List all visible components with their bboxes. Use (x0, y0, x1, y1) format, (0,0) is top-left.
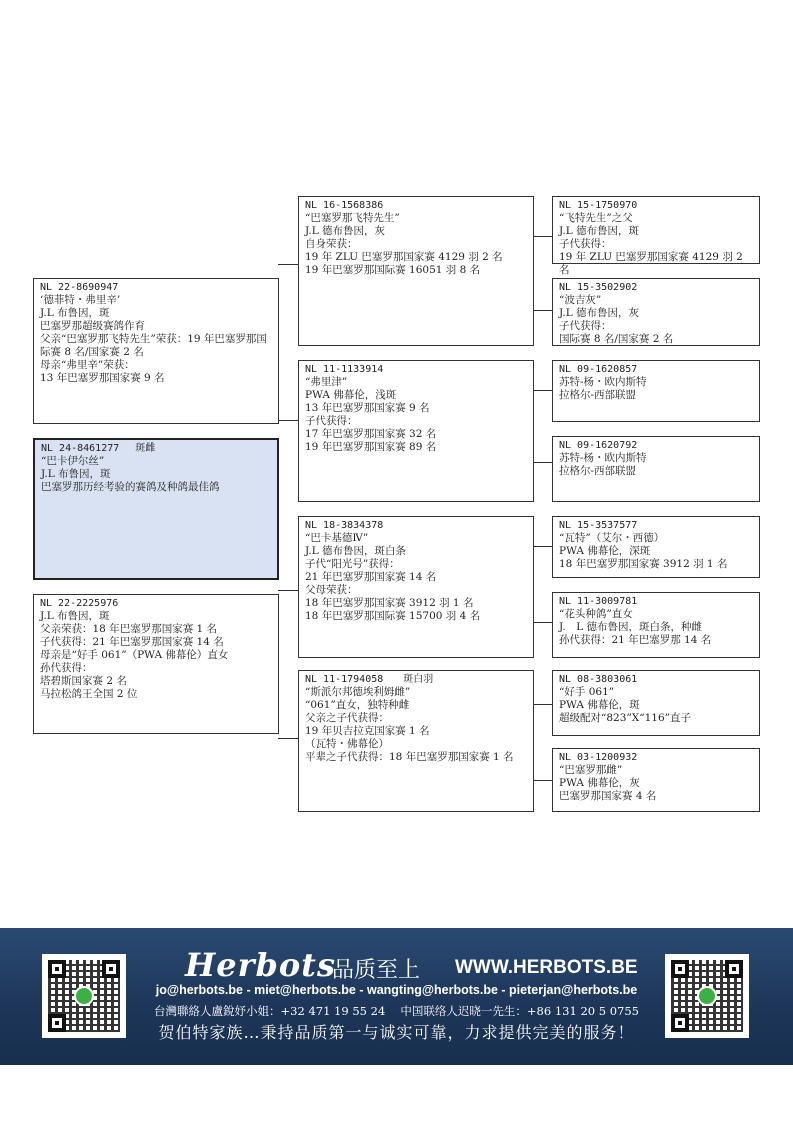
dam-dam-dam-card (552, 748, 760, 812)
ring-number: NL 15-1750970 (559, 200, 638, 211)
breeder: 苏特-杨・欧内斯特 (559, 452, 647, 464)
info-line: 超级配对“823”X“116”直子 (559, 712, 692, 724)
sire-card (33, 278, 279, 424)
info-line: 母亲“弗里辛”荣获： (40, 359, 135, 371)
sire-sire-card (298, 196, 534, 346)
pigeon-name: “花头种鸽”直女 (559, 608, 633, 620)
ring-number: NL 22-8690947 (40, 282, 119, 293)
info-line: 19 年 ZLU 巴塞罗那国家赛 4129 羽 2 名 (305, 251, 503, 263)
breeder-color: J.L 德布鲁因，斑 (559, 225, 640, 237)
connector-line (533, 546, 553, 547)
ring-number: NL 11-3009781 (559, 596, 638, 607)
info-line: 巴塞罗那超级赛鸽作育 (40, 320, 145, 332)
connector-line (278, 420, 298, 421)
info-line: 自身荣获： (305, 238, 358, 250)
ring-number: NL 15-3537577 (559, 520, 638, 531)
breeder-color: J.L 德布鲁因，斑白条 (305, 545, 407, 557)
breeder: 苏特-杨・欧内斯特 (559, 376, 647, 388)
info-line: 巴塞罗那国家赛 4 名 (559, 790, 657, 802)
dam-sire-dam-card (552, 592, 760, 658)
sire-dam-dam-card (552, 436, 760, 502)
dam-dam-card (298, 670, 534, 812)
ring-number: NL 11-1794058 斑白羽 (305, 674, 434, 685)
connector-line (533, 780, 553, 781)
qr-finder (48, 960, 66, 978)
breeder-color: J.L 德布鲁因，灰 (559, 307, 640, 319)
info-line: 18 年巴塞罗那国家赛 3912 羽 1 名 (559, 558, 728, 570)
info-line: 13 年巴塞罗那国家赛 9 名 (305, 402, 430, 414)
pigeon-name: “巴卡伊尔丝” (41, 455, 105, 467)
breeder-color: PWA 佛幕伦，深斑 (559, 545, 651, 557)
info-line: 马拉松鸽王全国 2 位 (40, 688, 138, 700)
website-link[interactable]: WWW.HERBOTS.BE (455, 957, 638, 978)
info-line: 平辈之子代获得：18 年巴塞罗那国家赛 1 名 (305, 751, 514, 763)
description: 巴塞罗那历经考验的赛鸽及种鸽最佳鸽 (41, 481, 220, 493)
info-line: “061”直女，独特种雌 (305, 699, 410, 711)
pigeon-name: “飞特先生”之父 (559, 212, 633, 224)
ring-number: NL 15-3502902 (559, 282, 638, 293)
ring-number: NL 11-1133914 (305, 364, 384, 375)
connector-line (278, 738, 298, 739)
connector-line (278, 264, 298, 265)
dam-sire-card (298, 516, 534, 658)
phone-contacts: 台灣聯絡人盧銳妤小姐：+32 471 19 55 24 中国联络人迟晓一先生：+86 131 20 5 0755 (154, 1004, 639, 1018)
info-line: 17 年巴塞罗那国家赛 32 名 (305, 428, 437, 440)
sire-dam-card (298, 360, 534, 502)
pigeon-name: “巴卡基德Ⅳ” (305, 532, 369, 544)
info-line: 子代获得：21 年巴塞罗那国家赛 14 名 (40, 636, 224, 648)
info-line: 孙代获得： (40, 662, 93, 674)
info-line: （瓦特・佛幕伦） (305, 738, 389, 750)
info-line: 子代获得： (305, 415, 358, 427)
info-line: 子代“阳光号”获得： (305, 558, 400, 570)
pigeon-name: “瓦特”（艾尔・西德） (559, 532, 665, 544)
connector-line (533, 704, 553, 705)
pigeon-name: “斯派尔邦德埃利姆雌” (305, 686, 411, 698)
qr-finder (725, 960, 743, 978)
pigeon-name: ‘德菲特・弗里辛’ (40, 294, 121, 306)
info-line: 18 年巴塞罗那国家赛 3912 羽 1 名 (305, 597, 474, 609)
dam-dam-sire-card (552, 670, 760, 736)
info-line: 13 年巴塞罗那国家赛 9 名 (40, 372, 165, 384)
info-line: 19 年巴塞罗那国家赛 89 名 (305, 441, 437, 453)
tagline: 品质至上 (332, 958, 421, 983)
connector-line (533, 390, 553, 391)
breeder-color: J.L 布鲁因，斑 (40, 610, 110, 622)
sire-sire-dam-card (552, 278, 760, 346)
ring-number: NL 09-1620792 (559, 440, 638, 451)
info-line: 父母荣获： (305, 584, 358, 596)
info-line: 塔碧斯国家赛 2 名 (40, 675, 127, 687)
info-line: 父亲荣获：18 年巴塞罗那国家赛 1 名 (40, 623, 218, 635)
slogan: 贺伯特家族…秉持品质第一与诚实可靠，力求提供完美的服务！ (158, 1023, 635, 1042)
info-line: 19 年 ZLU 巴塞罗那国家赛 4129 羽 2 名 (559, 251, 747, 276)
subject-pigeon-card (33, 438, 279, 580)
qr-finder (671, 960, 689, 978)
ring-number: NL 16-1568386 (305, 200, 384, 211)
connector-line (278, 590, 298, 591)
qr-finder (102, 960, 120, 978)
sire-sire-sire-card (552, 196, 760, 276)
pigeon-name: “巴塞罗那飞特先生” (305, 212, 400, 224)
sire-dam-sire-card (552, 360, 760, 422)
pigeon-name: “巴塞罗那雌” (559, 764, 623, 776)
breeder-color: PWA 佛幕伦，斑 (559, 699, 640, 711)
breeder-color: PWA 佛幕伦，浅斑 (305, 389, 397, 401)
pigeon-name: “弗里津” (305, 376, 348, 388)
info-line: 拉格尔-西部联盟 (559, 389, 637, 401)
ring-number: NL 18-3834378 (305, 520, 384, 531)
info-line: 19 年贝吉拉克国家赛 1 名 (305, 725, 430, 737)
ring-number: NL 03-1200932 (559, 752, 638, 763)
ring-number: NL 22-2225976 (40, 598, 119, 609)
connector-line (533, 462, 553, 463)
info-line: 母亲是“好手 061”（PWA 佛幕伦）直女 (40, 649, 229, 661)
breeder-color: J.L 布鲁因，斑 (41, 468, 111, 480)
breeder-color: J.L 德布鲁因，灰 (305, 225, 386, 237)
info-line: 18 年巴塞罗那国际赛 15700 羽 4 名 (305, 610, 481, 622)
info-line: 父亲之子代获得： (305, 712, 389, 724)
email-contacts[interactable]: jo@herbots.be - miet@herbots.be - wangting@herbots.be - pieterjan@herbots.be (155, 983, 638, 997)
breeder-color: J.L 布鲁因，斑 (40, 307, 110, 319)
info-line: 子代获得： (559, 320, 612, 332)
connector-line (533, 310, 553, 311)
ring-number: NL 08-3803061 (559, 674, 638, 685)
info-line: 19 年巴塞罗那国际赛 16051 羽 8 名 (305, 264, 481, 276)
info-line: 国际赛 8 名/国家赛 2 名 (559, 333, 674, 345)
info-line: 21 年巴塞罗那国家赛 14 名 (305, 571, 437, 583)
brand-logo: Herbots (185, 946, 336, 984)
info-line: 父亲“巴塞罗那飞特先生”荣获：19 年巴塞罗那国际赛 8 名/国家赛 2 名 (40, 333, 267, 358)
dam-sire-sire-card (552, 516, 760, 578)
ring-number: NL 09-1620857 (559, 364, 638, 375)
dam-card (33, 594, 279, 734)
info-line: 拉格尔-西部联盟 (559, 465, 637, 477)
pigeon-name: “波吉灰” (559, 294, 602, 306)
connector-line (533, 622, 553, 623)
breeder-color: PWA 佛幕伦，灰 (559, 777, 640, 789)
ring-number: NL 24-8461277 斑雌 (41, 443, 156, 454)
info-line: 子代获得： (559, 238, 612, 250)
info-line: 孙代获得：21 年巴塞罗那 14 名 (559, 634, 712, 646)
connector-line (533, 236, 553, 237)
breeder-color: J. L 德布鲁因，斑白条，种雌 (559, 621, 703, 633)
pigeon-name: “好手 061” (559, 686, 615, 698)
